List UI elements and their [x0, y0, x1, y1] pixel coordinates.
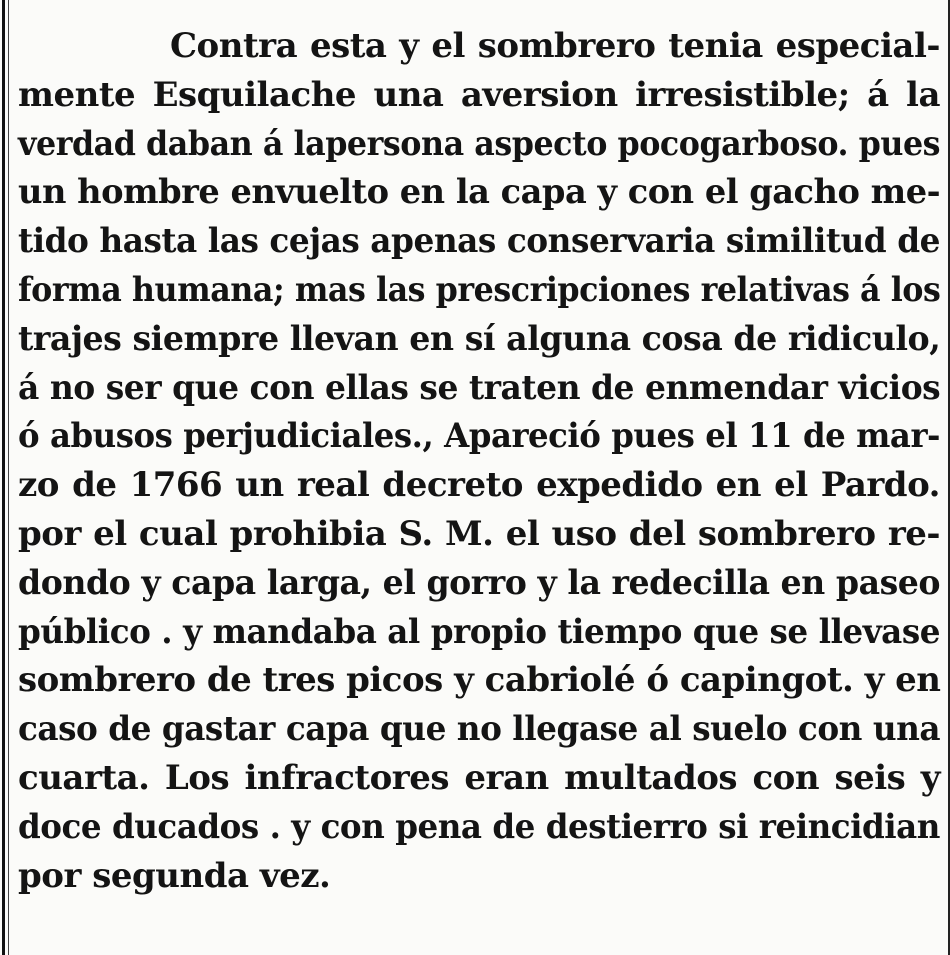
column-rule-left-inner	[8, 0, 9, 955]
text-line: mente Esquilache una aversion irresistible; á la	[18, 74, 940, 115]
text-line: público . y mandaba al propio tiempo que se llevase	[18, 611, 940, 652]
text-line: por segunda vez.	[18, 855, 331, 896]
text-line: verdad daban á lapersona aspecto pocogarboso. pues	[18, 123, 941, 164]
text-line: zo de 1766 un real decreto expedido en el Pardo.	[18, 465, 940, 506]
text-line: trajes siempre llevan en sí alguna cosa de ridiculo,	[18, 318, 941, 359]
column-rule-left	[2, 0, 5, 955]
text-line: cuarta. Los infractores eran multados con seis y	[18, 757, 940, 798]
text-line: por el cual prohibia S. M. el uso del sombrero re-	[18, 513, 940, 554]
text-line: un hombre envuelto en la capa y con el gacho me-	[18, 172, 941, 213]
text-line: doce ducados . y con pena de destierro si reincidian	[18, 806, 940, 847]
text-line: forma humana; mas las prescripciones relativas á los	[18, 269, 941, 310]
text-line: dondo y capa larga, el gorro y la redecilla en paseo	[18, 562, 941, 603]
text-line: caso de gastar capa que no llegase al suelo con una	[18, 709, 941, 750]
article-column	[18, 22, 940, 900]
text-line: sombrero de tres picos y cabriolé ó capingot. y en	[18, 660, 941, 701]
text-line: á no ser que con ellas se traten de enmendar vicios	[18, 367, 941, 408]
text-line: tido hasta las cejas apenas conservaria similitud de	[18, 221, 940, 262]
text-line: Contra esta y el sombrero tenia especial-	[170, 26, 940, 66]
text-line: ó abusos perjudiciales., Apareció pues el 11 de mar-	[18, 416, 940, 457]
